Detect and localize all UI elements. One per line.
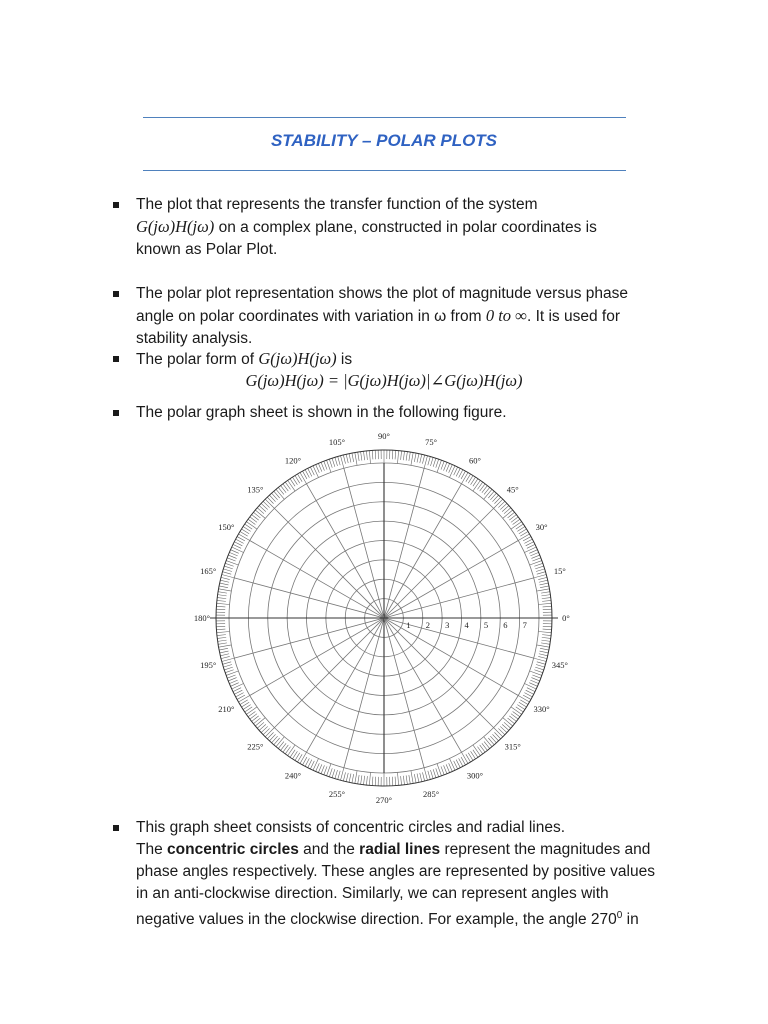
angle-label: 240° bbox=[284, 770, 302, 781]
degree-tick bbox=[219, 645, 232, 647]
degree-tick bbox=[276, 489, 284, 499]
bullet-marker bbox=[113, 291, 119, 297]
degree-tick bbox=[324, 461, 327, 469]
phase-radial-line bbox=[250, 618, 384, 696]
bullet-line: known as Polar Plot. bbox=[136, 241, 278, 258]
magnitude-label: 1 bbox=[406, 620, 411, 630]
degree-tick bbox=[401, 776, 402, 785]
degree-tick bbox=[338, 457, 340, 466]
angle-label: 0° bbox=[562, 613, 570, 623]
degree-tick bbox=[541, 595, 550, 596]
phase-radial-line bbox=[344, 468, 384, 618]
degree-tick bbox=[530, 680, 538, 684]
bullet-marker bbox=[113, 356, 119, 362]
degree-tick bbox=[355, 453, 357, 466]
superscript: 0 bbox=[616, 910, 623, 921]
angle-label: 285° bbox=[423, 788, 440, 799]
degree-tick bbox=[433, 458, 436, 467]
phase-radial-line bbox=[234, 618, 384, 658]
degree-tick bbox=[524, 684, 536, 689]
text-run: angle on polar coordinates with variation in ω from bbox=[136, 308, 486, 325]
phase-radial-line bbox=[384, 618, 424, 768]
degree-tick bbox=[473, 480, 480, 491]
degree-tick bbox=[358, 775, 359, 784]
degree-tick bbox=[229, 680, 237, 684]
degree-tick bbox=[223, 662, 232, 664]
degree-tick bbox=[430, 457, 433, 466]
degree-tick bbox=[529, 683, 537, 687]
degree-tick bbox=[539, 580, 548, 582]
degree-tick bbox=[338, 771, 340, 780]
math-expression: G(jω)H(jω) bbox=[136, 217, 215, 236]
degree-tick bbox=[450, 758, 455, 770]
degree-tick bbox=[414, 774, 416, 783]
degree-tick bbox=[341, 768, 344, 781]
phase-radial-line bbox=[274, 508, 384, 618]
degree-tick bbox=[232, 684, 244, 689]
degree-tick bbox=[216, 629, 225, 630]
angle-label: 75° bbox=[425, 437, 438, 448]
angle-label: 345° bbox=[551, 660, 568, 671]
bullet-line: phase angles respectively. These angles are represented by positive values bbox=[136, 863, 655, 880]
degree-tick bbox=[372, 777, 373, 786]
degree-tick bbox=[300, 473, 307, 484]
degree-tick bbox=[221, 577, 230, 579]
degree-tick bbox=[332, 769, 335, 778]
degree-tick bbox=[542, 635, 551, 636]
degree-tick bbox=[219, 586, 228, 588]
degree-tick bbox=[366, 451, 367, 460]
degree-tick bbox=[217, 603, 230, 604]
degree-tick bbox=[223, 572, 232, 574]
degree-tick bbox=[369, 772, 370, 785]
degree-tick bbox=[403, 451, 404, 460]
degree-tick bbox=[265, 728, 274, 737]
degree-tick bbox=[349, 454, 351, 463]
degree-tick bbox=[316, 465, 320, 473]
bullet-graph-description bbox=[136, 817, 676, 931]
phase-radial-line bbox=[384, 468, 424, 618]
text-run: The polar form of bbox=[136, 351, 259, 368]
degree-tick bbox=[349, 774, 351, 783]
degree-tick bbox=[369, 451, 370, 464]
phase-radial-line bbox=[234, 578, 384, 618]
bullet-line: This graph sheet consists of concentric circles and radial lines. bbox=[136, 819, 566, 836]
degree-tick bbox=[255, 510, 265, 518]
degree-tick bbox=[433, 769, 436, 778]
degree-tick bbox=[536, 569, 545, 572]
degree-tick bbox=[217, 635, 226, 636]
degree-tick bbox=[543, 606, 552, 607]
angle-label: 255° bbox=[328, 788, 345, 799]
degree-tick bbox=[355, 771, 357, 784]
degree-tick bbox=[436, 459, 439, 468]
phase-radial-line bbox=[384, 484, 462, 618]
degree-tick bbox=[346, 454, 348, 463]
degree-tick bbox=[403, 776, 404, 785]
degree-tick bbox=[473, 745, 480, 756]
degree-tick bbox=[366, 776, 367, 785]
degree-tick bbox=[532, 558, 540, 561]
top-rule bbox=[143, 117, 626, 118]
degree-tick bbox=[246, 707, 257, 714]
degree-tick bbox=[540, 648, 549, 650]
bullet-line: The plot that represents the transfer function of the system bbox=[136, 196, 538, 213]
degree-tick bbox=[511, 707, 522, 714]
angle-label: 135° bbox=[247, 484, 264, 495]
degree-tick bbox=[220, 654, 229, 656]
degree-tick bbox=[541, 640, 550, 641]
text-run: in bbox=[622, 911, 639, 929]
degree-tick bbox=[436, 768, 439, 777]
degree-tick bbox=[341, 456, 344, 469]
bullet-line bbox=[136, 905, 676, 931]
degree-tick bbox=[239, 696, 250, 703]
degree-tick bbox=[537, 645, 550, 647]
angle-label: 15° bbox=[553, 565, 566, 576]
degree-tick bbox=[217, 637, 226, 638]
magnitude-label: 4 bbox=[464, 620, 469, 630]
degree-tick bbox=[227, 675, 235, 678]
text-run: negative values in the clockwise direction. For example, the angle 270 bbox=[136, 911, 617, 929]
magnitude-label: 7 bbox=[522, 620, 527, 630]
degree-tick bbox=[220, 580, 229, 582]
degree-tick bbox=[316, 763, 320, 771]
degree-tick bbox=[446, 463, 450, 471]
degree-tick bbox=[518, 696, 529, 703]
angle-label: 105° bbox=[328, 437, 345, 448]
bullet-marker bbox=[113, 410, 119, 416]
degree-tick bbox=[221, 656, 230, 658]
degree-tick bbox=[542, 598, 551, 599]
degree-tick bbox=[537, 662, 546, 664]
degree-tick bbox=[538, 632, 551, 633]
polar-form-equation: G(jω)H(jω) = |G(jω)H(jω)|∠G(jω)H(jω) bbox=[245, 371, 523, 390]
degree-tick bbox=[449, 465, 453, 473]
degree-tick bbox=[529, 550, 537, 554]
angle-label: 315° bbox=[504, 741, 521, 752]
angle-label: 30° bbox=[535, 522, 548, 532]
degree-tick bbox=[417, 774, 419, 783]
degree-tick bbox=[401, 451, 402, 460]
bullet-marker bbox=[113, 825, 119, 831]
degree-tick bbox=[239, 534, 250, 541]
degree-tick bbox=[424, 456, 427, 469]
degree-tick bbox=[444, 765, 447, 773]
degree-tick bbox=[536, 664, 545, 667]
bullet-line bbox=[136, 216, 676, 239]
degree-tick bbox=[329, 459, 332, 468]
bullet-line bbox=[136, 305, 676, 328]
degree-tick bbox=[361, 775, 362, 784]
phase-radial-line bbox=[250, 541, 384, 619]
phase-radial-line bbox=[307, 618, 385, 752]
bullet-polar-representation bbox=[136, 283, 676, 350]
degree-tick bbox=[503, 718, 513, 726]
angle-label: 210° bbox=[218, 704, 235, 714]
phase-radial-line bbox=[274, 618, 384, 728]
degree-tick bbox=[395, 450, 396, 459]
degree-tick bbox=[541, 643, 550, 644]
bullet-line bbox=[136, 839, 676, 861]
degree-tick bbox=[352, 774, 354, 783]
degree-tick bbox=[217, 598, 226, 599]
degree-tick bbox=[372, 450, 373, 459]
bullet-line: stability analysis. bbox=[136, 330, 253, 347]
phase-radial-line bbox=[344, 618, 384, 768]
degree-tick bbox=[503, 510, 513, 518]
degree-tick bbox=[231, 683, 239, 687]
degree-tick bbox=[228, 678, 236, 681]
bullet-transfer-function bbox=[136, 194, 676, 261]
degree-tick bbox=[538, 656, 547, 658]
degree-tick bbox=[535, 667, 544, 670]
angle-label: 45° bbox=[506, 484, 519, 495]
magnitude-label: 3 bbox=[445, 620, 450, 630]
degree-tick bbox=[531, 555, 539, 558]
degree-tick bbox=[218, 640, 227, 641]
degree-tick bbox=[335, 457, 338, 466]
degree-tick bbox=[321, 462, 324, 470]
degree-tick bbox=[246, 522, 257, 529]
angle-label: 120° bbox=[284, 455, 302, 466]
polar-graph-sheet bbox=[190, 420, 580, 815]
text-run: The bbox=[136, 841, 168, 858]
degree-tick bbox=[462, 752, 469, 763]
degree-tick bbox=[233, 544, 241, 548]
bullet-line: The polar graph sheet is shown in the following figure. bbox=[136, 404, 507, 421]
degree-tick bbox=[310, 761, 314, 769]
bullet-marker bbox=[113, 202, 119, 208]
degree-tick bbox=[346, 773, 348, 782]
text-run: represent the magnitudes and bbox=[440, 841, 651, 858]
bottom-rule bbox=[143, 170, 626, 171]
degree-tick bbox=[424, 768, 427, 781]
degree-tick bbox=[449, 763, 453, 771]
degree-tick bbox=[364, 451, 365, 460]
angle-label: 195° bbox=[200, 660, 217, 671]
degree-tick bbox=[300, 752, 307, 763]
degree-tick bbox=[422, 772, 424, 781]
degree-tick bbox=[223, 664, 232, 667]
degree-tick bbox=[420, 773, 422, 782]
text-run: and the bbox=[298, 841, 360, 858]
angle-label: 90° bbox=[378, 431, 390, 441]
degree-tick bbox=[335, 770, 338, 779]
degree-tick bbox=[361, 452, 362, 461]
degree-tick bbox=[217, 632, 230, 633]
degree-tick bbox=[222, 658, 235, 661]
degree-tick bbox=[332, 458, 335, 467]
degree-tick bbox=[527, 544, 535, 548]
degree-tick bbox=[313, 466, 318, 478]
degree-tick bbox=[218, 643, 227, 644]
angle-label: 165° bbox=[200, 565, 217, 576]
degree-tick bbox=[276, 737, 284, 747]
degree-tick bbox=[228, 555, 236, 558]
degree-tick bbox=[310, 467, 314, 475]
degree-tick bbox=[229, 552, 237, 556]
degree-tick bbox=[233, 688, 241, 692]
degree-tick bbox=[224, 566, 233, 569]
degree-tick bbox=[411, 453, 413, 466]
degree-tick bbox=[414, 453, 416, 462]
degree-tick bbox=[538, 577, 547, 579]
angle-label: 225° bbox=[247, 741, 264, 752]
degree-tick bbox=[444, 462, 447, 470]
degree-tick bbox=[446, 764, 450, 772]
degree-tick bbox=[543, 629, 552, 630]
degree-tick bbox=[225, 563, 234, 566]
phase-radial-line bbox=[384, 541, 518, 619]
degree-tick bbox=[540, 586, 549, 588]
degree-tick bbox=[494, 499, 503, 508]
phase-radial-line bbox=[384, 618, 518, 696]
degree-tick bbox=[540, 651, 549, 653]
phase-radial-line bbox=[384, 618, 462, 752]
degree-tick bbox=[398, 772, 399, 785]
degree-tick bbox=[454, 467, 458, 475]
degree-tick bbox=[537, 589, 550, 591]
text-run: is bbox=[336, 351, 353, 368]
degree-tick bbox=[224, 667, 233, 670]
degree-tick bbox=[222, 575, 235, 578]
degree-tick bbox=[534, 563, 543, 566]
phase-radial-line bbox=[384, 578, 534, 618]
degree-tick bbox=[534, 670, 543, 673]
degree-tick bbox=[409, 452, 410, 461]
text-run: . It is used for bbox=[526, 308, 620, 325]
degree-tick bbox=[441, 461, 444, 469]
degree-tick bbox=[428, 457, 430, 466]
degree-tick bbox=[462, 473, 469, 484]
degree-tick bbox=[422, 455, 424, 464]
degree-tick bbox=[318, 463, 322, 471]
degree-tick bbox=[343, 455, 345, 464]
degree-tick bbox=[484, 737, 492, 747]
degree-tick bbox=[420, 454, 422, 463]
bullet-line: in an anti-clockwise direction. Similarly, we can represent angles with bbox=[136, 885, 609, 902]
angle-label: 300° bbox=[466, 770, 484, 781]
degree-tick bbox=[398, 451, 399, 464]
degree-tick bbox=[530, 552, 538, 556]
degree-tick bbox=[223, 569, 232, 572]
degree-tick bbox=[524, 547, 536, 552]
degree-tick bbox=[534, 658, 547, 661]
phase-radial-line bbox=[384, 508, 494, 618]
degree-tick bbox=[539, 654, 548, 656]
degree-tick bbox=[441, 766, 444, 774]
degree-tick bbox=[318, 764, 322, 772]
degree-tick bbox=[406, 775, 407, 784]
magnitude-label: 2 bbox=[425, 620, 430, 630]
degree-tick bbox=[232, 547, 244, 552]
bold-term: concentric circles bbox=[167, 841, 299, 858]
degree-tick bbox=[352, 453, 354, 462]
degree-tick bbox=[231, 550, 239, 554]
degree-tick bbox=[217, 600, 226, 601]
degree-tick bbox=[227, 558, 235, 561]
angle-label: 270° bbox=[375, 795, 393, 805]
degree-tick bbox=[411, 771, 413, 784]
degree-tick bbox=[358, 452, 359, 461]
page-title: STABILITY – POLAR PLOTS bbox=[270, 131, 498, 150]
bullet-polar-form bbox=[136, 348, 676, 371]
degree-tick bbox=[288, 480, 295, 491]
degree-tick bbox=[527, 688, 535, 692]
degree-tick bbox=[218, 595, 227, 596]
angle-label: 330° bbox=[533, 704, 550, 714]
degree-tick bbox=[535, 566, 544, 569]
degree-tick bbox=[343, 772, 345, 781]
degree-tick bbox=[220, 583, 229, 585]
degree-tick bbox=[255, 718, 265, 726]
bold-term: radial lines bbox=[359, 841, 441, 858]
degree-tick bbox=[324, 766, 327, 774]
degree-tick bbox=[428, 771, 430, 780]
degree-tick bbox=[409, 775, 410, 784]
angle-label: 150° bbox=[218, 522, 235, 532]
degree-tick bbox=[542, 637, 551, 638]
degree-tick bbox=[219, 589, 232, 591]
degree-tick bbox=[395, 777, 396, 786]
degree-tick bbox=[541, 592, 550, 593]
degree-tick bbox=[450, 466, 455, 478]
bullet-line: The polar plot representation shows the plot of magnitude versus phase bbox=[136, 285, 628, 302]
math-expression: 0 to ∞ bbox=[485, 306, 527, 325]
degree-tick bbox=[220, 651, 229, 653]
phase-radial-line bbox=[307, 484, 385, 618]
degree-tick bbox=[454, 761, 458, 769]
degree-tick bbox=[484, 489, 492, 499]
degree-tick bbox=[532, 675, 540, 678]
degree-tick bbox=[219, 648, 228, 650]
degree-tick bbox=[329, 768, 332, 777]
degree-tick bbox=[537, 572, 546, 574]
degree-tick bbox=[417, 454, 419, 463]
degree-tick bbox=[531, 678, 539, 681]
degree-tick bbox=[430, 770, 433, 779]
degree-tick bbox=[406, 452, 407, 461]
bullet-line bbox=[136, 348, 676, 371]
text-run: on a complex plane, constructed in polar coordinates is bbox=[214, 219, 597, 236]
degree-tick bbox=[518, 534, 529, 541]
magnitude-label: 6 bbox=[503, 620, 508, 630]
phase-radial-line bbox=[384, 618, 494, 728]
degree-tick bbox=[265, 499, 274, 508]
degree-tick bbox=[538, 603, 551, 604]
degree-tick bbox=[494, 728, 503, 737]
degree-tick bbox=[218, 592, 227, 593]
math-expression: G(jω)H(jω) bbox=[258, 349, 337, 368]
degree-tick bbox=[364, 776, 365, 785]
magnitude-label: 5 bbox=[483, 620, 489, 630]
degree-tick bbox=[321, 765, 324, 773]
degree-tick bbox=[225, 670, 234, 673]
degree-tick bbox=[542, 600, 551, 601]
degree-tick bbox=[288, 745, 295, 756]
degree-tick bbox=[313, 758, 318, 770]
degree-tick bbox=[534, 575, 547, 578]
degree-tick bbox=[511, 522, 522, 529]
degree-tick bbox=[216, 606, 225, 607]
angle-label: 180° bbox=[193, 613, 211, 623]
angle-label: 60° bbox=[469, 455, 481, 466]
degree-tick bbox=[540, 583, 549, 585]
